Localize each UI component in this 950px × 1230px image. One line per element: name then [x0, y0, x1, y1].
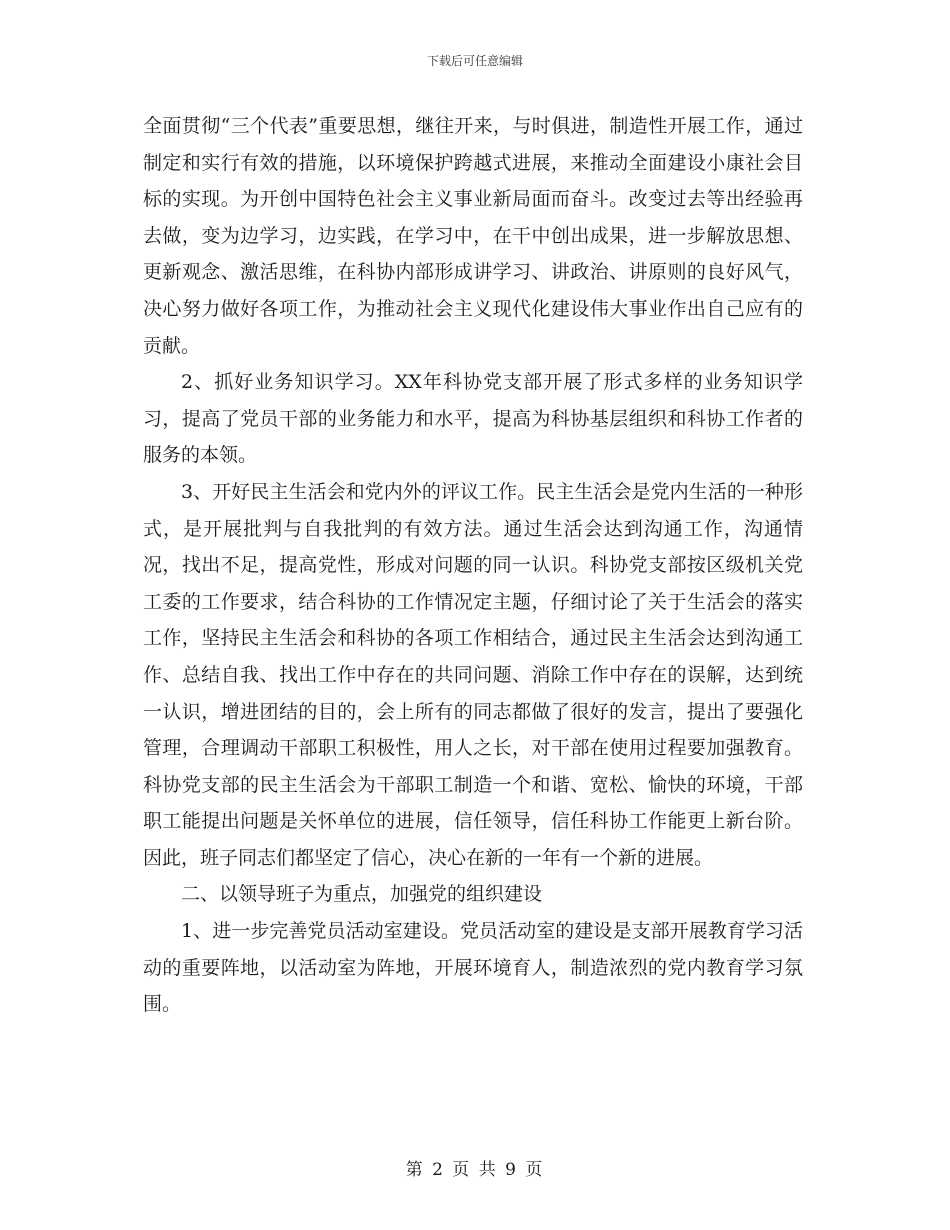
document-body [143, 108, 803, 1023]
section-heading: 二、以领导班子为重点，加强党的组织建设 [181, 883, 543, 906]
paragraph-1: 全面贯彻“三个代表”重要思想，继往开来，与时俱进，制造性开展工作，通过制定和实行有效的措施，以环境保护跨越式进展，来推动全面建设小康社会目标的实现。为开创中国特色社会主义事业新局面而奋斗。改变过去等出经验再去做，变为边学习，边实践，在学习中，在干中创出成果，进一步解放思想、更新观念、激活思维，在科协内部形成讲学习、讲政治、讲原则的良好风气，决心努力做好各项工作，为推动社会主义现代化建设伟大事业作出自己应有的贡献。 [143, 115, 803, 357]
paragraph-2: 2、抓好业务知识学习。XX年科协党支部开展了形式多样的业务知识学习，提高了党员干部的业务能力和水平，提高为科协基层组织和科协工作者的服务的本领。 [143, 371, 803, 467]
page-header: 下载后可任意编辑 [426, 54, 523, 68]
paragraph-4: 1、进一步完善党员活动室建设。党员活动室的建设是支部开展教育学习活动的重要阵地，以活动室为阵地，开展环境育人，制造浓烈的党内教育学习氛围。 [143, 920, 803, 1016]
paragraph-3: 3、开好民主生活会和党内外的评议工作。民主生活会是党内生活的一种形式，是开展批判与自我批判的有效方法。通过生活会达到沟通工作，沟通情况，找出不足，提高党性，形成对问题的同一认识。科协党支部按区级机关党工委的工作要求，结合科协的工作情况定主题，仔细讨论了关于生活会的落实工作，坚持民主生活会和科协的各项工作相结合，通过民主生活会达到沟通工作、总结自我、找出工作中存在的共同问题、消除工作中存在的误解，达到统一认识，增进团结的目的，会上所有的同志都做了很好的发言，提出了要强化管理，合理调动干部职工积极性，用人之长，对干部在使用过程要加强教育。科协党支部的民主生活会为干部职工制造一个和谐、宽松、愉快的环境，干部职工能提出问题是关怀单位的进展，信任领导，信任科协工作能更上新台阶。因此，班子同志们都坚定了信心，决心在新的一年有一个新的进展。 [143, 480, 803, 869]
page-number: 第 2 页 共 9 页 [405, 1160, 545, 1180]
